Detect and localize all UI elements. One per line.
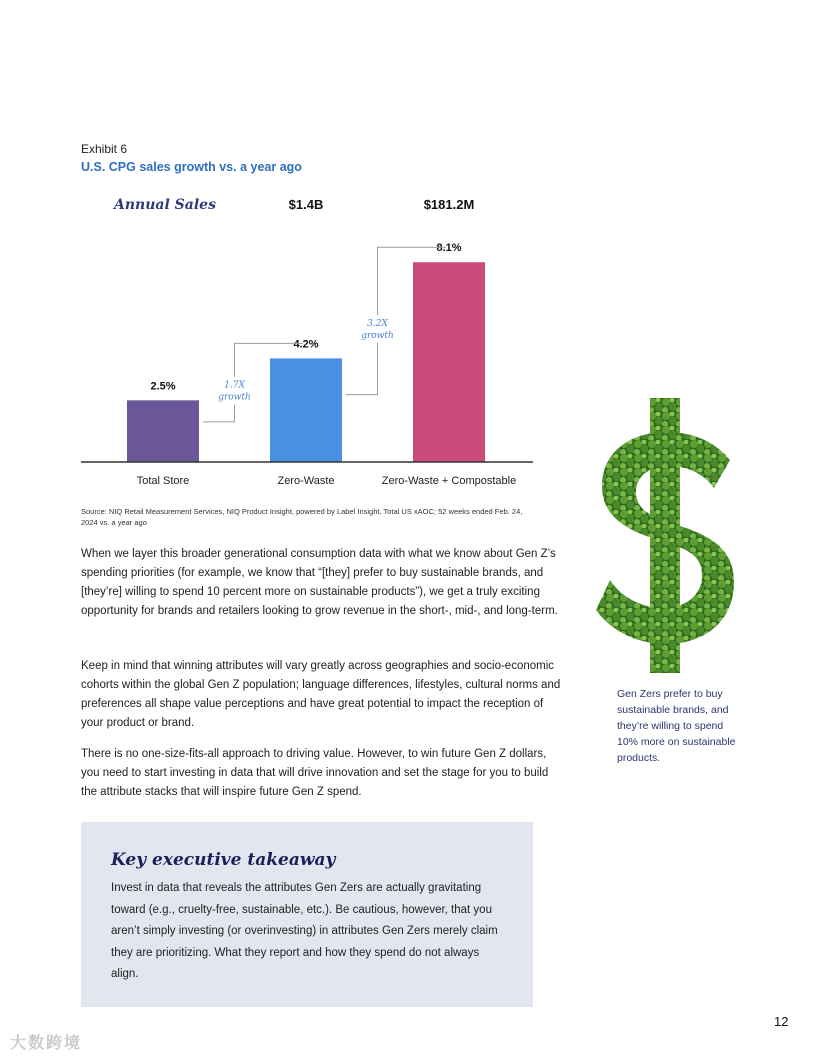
bar-value-label: 8.1%: [436, 242, 462, 255]
body-paragraph-3: There is no one-size-fits-all approach to driving value. However, to win future Gen Z dollars, you need to start investing in data that will drive innovation and set the stage for you to build the attribute stacks that will inspire future Gen Z spend.: [81, 748, 549, 798]
takeaway-title: Key executive takeaway: [111, 850, 336, 870]
watermark-text: 大数跨境: [10, 1035, 83, 1052]
body-paragraph-1: When we layer this broader generational consumption data with what we know about Gen Z’s spending priorities (for example, we know that “[they] prefer to buy sustainable brands, and [they’re] willing to spend 10 percent more on sustainable products”), we get a truly exciting opportunity for brands and retailers looking to grow revenue in the short-, mid-, and long-term.: [81, 548, 558, 617]
chart-source-note: Source: NIQ Retail Measurement Services, NIQ Product Insight, powered by Label Insight, Total US xAOC; 52 weeks ended Feb. 24, 2024 vs. a year ago: [81, 507, 523, 527]
exhibit-title: U.S. CPG sales growth vs. a year ago: [81, 160, 302, 174]
forest-dollar-sign-image: [592, 398, 742, 673]
bar-value-label: 4.2%: [293, 338, 319, 351]
growth-word: growth: [218, 392, 251, 403]
growth-multiplier: 1.7X: [224, 380, 245, 391]
takeaway-text: Invest in data that reveals the attributes Gen Zers are actually gravitating toward (e.g., cruelty-free, sustainable, etc.). Be cautious, however, that you aren’t simply investing (or overinvesting) in attributes Gen Zers merely claim they are prioritizing. What they report and how they spend do not always align.: [111, 882, 498, 980]
category-label: Total Store: [136, 475, 190, 487]
chart-title: Annual Sales: [114, 197, 216, 213]
growth-word: growth: [361, 330, 394, 341]
sales-growth-bar-chart: [75, 185, 555, 505]
bar-zero-waste: [270, 358, 342, 462]
sales-label: $1.4B: [288, 197, 324, 212]
bar-value-label: 2.5%: [150, 380, 176, 393]
page-number: 12: [774, 1014, 789, 1029]
image-caption: Gen Zers prefer to buy sustainable brands, and they’re willing to spend 10% more on sustainable products.: [617, 688, 736, 764]
takeaway-box: [81, 822, 533, 1007]
category-label: Zero-Waste: [277, 475, 335, 487]
category-label: Zero-Waste + Compostable: [381, 475, 517, 487]
bar-zero-waste-compostable: [413, 262, 485, 462]
growth-multiplier: 3.2X: [367, 318, 388, 329]
bar-total-store: [127, 400, 199, 462]
exhibit-label: Exhibit 6: [81, 142, 128, 156]
body-paragraph-2: Keep in mind that winning attributes will vary greatly across geographies and socio-economic cohorts within the global Gen Z population; language differences, lifestyles, cultural norms and preferences all shape value perceptions and have great potential to impact the reception of your product or brand.: [81, 660, 561, 729]
sales-label: $181.2M: [423, 197, 475, 212]
